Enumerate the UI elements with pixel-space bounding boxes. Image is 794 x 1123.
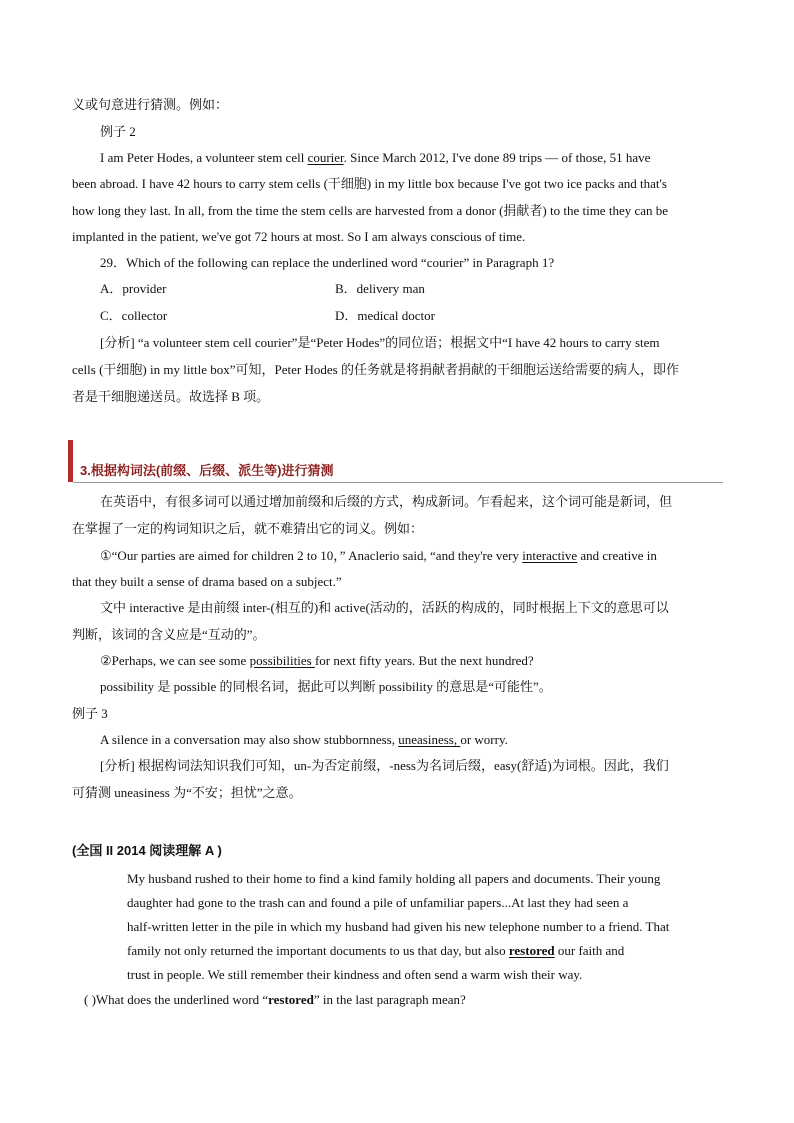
text: . Since March 2012, I've done 89 trips — of those, 51 have (343, 150, 651, 165)
text: our faith and (554, 943, 625, 958)
analysis-line: 可猜测 uneasiness 为“不安；担忧”之意。 (72, 785, 302, 800)
underlined-word: restored (508, 943, 555, 958)
text: ” in the last paragraph mean? (313, 992, 466, 1007)
text: I am Peter Hodes, a volunteer stem cell (100, 150, 308, 165)
heading-divider (73, 482, 723, 483)
heading-accent-bar (68, 440, 73, 482)
underlined-word: possibilities (249, 653, 315, 668)
example-sentence (100, 653, 534, 669)
text-line: been abroad. I have 42 hours to carry stem cells (干细胞) in my little box because I've got two ice packs and that's (72, 176, 667, 191)
underlined-word: courier (307, 150, 344, 165)
text: ②Perhaps, we can see some (100, 653, 250, 668)
analysis-line: cells (干细胞) in my little box”可知，Peter Hodes 的任务就是将捐献者捐献的干细胞运送给需要的病人，即作 (72, 362, 679, 377)
text-line: 在英语中，有很多词可以通过增加前缀和后缀的方式，构成新词。乍看起来，这个词可能是新词，但 (100, 494, 673, 509)
question (84, 992, 466, 1008)
option-b: B．delivery man (335, 281, 425, 296)
note-line: 判断，该词的含义应是“互动的”。 (72, 627, 266, 642)
example-label: 例子 2 (100, 124, 136, 139)
text-line: 在掌握了一定的构词知识之后，就不难猜出它的词义。例如： (72, 521, 424, 536)
text: A silence in a conversation may also show stubbornness, (100, 732, 399, 747)
passage-line: half-written letter in the pile in which my husband had given his new telephone number to a friend. That (127, 919, 670, 934)
underlined-word: uneasiness, (398, 732, 461, 747)
example-sentence (100, 548, 657, 564)
text: family not only returned the important documents to us that day, but also (127, 943, 509, 958)
text: or worry. (460, 732, 508, 747)
passage-line (127, 943, 624, 959)
question: 29．Which of the following can replace the underlined word “courier” in Paragraph 1? (100, 255, 555, 270)
text: and creative in (577, 548, 657, 563)
passage-line: My husband rushed to their home to find a kind family holding all papers and documents. Their young (127, 871, 661, 886)
section-heading: 3.根据构词法(前缀、后缀、派生等)进行猜测 (80, 463, 334, 478)
text-line (100, 150, 650, 166)
example-label: 例子 3 (72, 706, 108, 721)
text-line: how long they last. In all, from the time the stem cells are harvested from a donor (捐献者) to the time they can be (72, 203, 669, 218)
example-sentence: that they built a sense of drama based on a subject.” (72, 574, 342, 589)
text: ①“Our parties are aimed for children 2 to 10，” Anaclerio said, “and they're very (100, 548, 523, 563)
passage-line: trust in people. We still remember their kindness and often send a warm wish their way. (127, 967, 583, 982)
example-sentence (100, 732, 508, 748)
text-line: 义或句意进行猜测。例如： (72, 97, 229, 112)
text-line: implanted in the patient, we've got 72 hours at most. So I am always conscious of time. (72, 229, 526, 244)
option-d: D．medical doctor (335, 308, 435, 323)
underlined-word: interactive (522, 548, 578, 563)
analysis-line: [分析] 根据构词法知识我们可知，un-为否定前缀，-ness为名词后缀，easy(舒适)为词根。因此，我们 (100, 758, 669, 773)
option-a: A．provider (100, 281, 167, 296)
text: ( )What does the underlined word “ (84, 992, 269, 1007)
passage-line: daughter had gone to the trash can and found a pile of unfamiliar papers...At last they had seen a (127, 895, 629, 910)
exam-source-tag: (全国 II 2014 阅读理解 A ) (72, 843, 222, 858)
analysis-line: 者是干细胞递送员。故选择 B 项。 (72, 389, 270, 404)
note-line: possibility 是 possible 的同根名词，据此可以判断 possibility 的意思是“可能性”。 (100, 679, 552, 694)
note-line: 文中 interactive 是由前缀 inter-(相互的)和 active(活动的，活跃的构成的，同时根据上下文的意思可以 (100, 600, 669, 615)
analysis-line: [分析] “a volunteer stem cell courier”是“Peter Hodes”的同位语；根据文中“I have 42 hours to carry stem (100, 335, 660, 350)
option-c: C．collector (100, 308, 168, 323)
text: for next fifty years. But the next hundred? (314, 653, 534, 668)
bold-word: restored (268, 992, 314, 1007)
